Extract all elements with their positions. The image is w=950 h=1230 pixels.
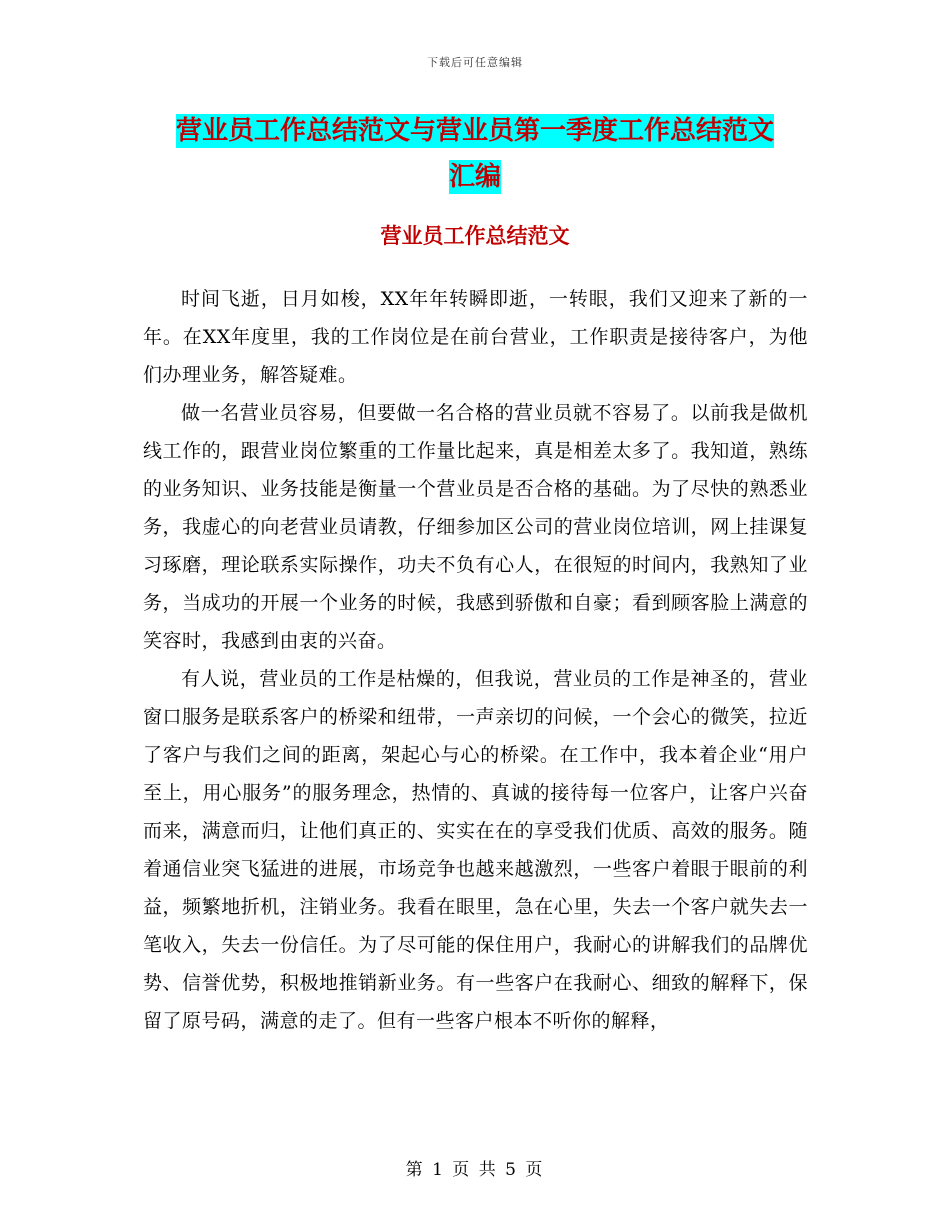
document-title-line-1: 营业员工作总结范文与营业员第一季度工作总结范文 (175, 116, 774, 146)
paragraph: 有人说，营业员的工作是枯燥的，但我说，营业员的工作是神圣的，营业窗口服务是联系客户的桥梁和纽带，一声亲切的问候，一个会心的微笑，拉近了客户与我们之间的距离，架起心与心的桥梁。在工作中，我本着企业“用户至上，用心服务”的服务理念，热情的、真诚的接待每一位客户，让客户兴奋而来，满意而归，让他们真正的、实实在在的享受我们优质、高效的服务。随着通信业突飞猛进的进展，市场竞争也越来越激烈，一些客户着眼于眼前的利益，频繁地折机，注销业务。我看在眼里，急在心里，失去一个客户就失去一笔收入，失去一份信任。为了尽可能的保住用户，我耐心的讲解我们的品牌优势、信誉优势，积极地推销新业务。有一些客户在我耐心、细致的解释下，保留了原号码，满意的走了。但有一些客户根本不听你的解释， (143, 668, 808, 1032)
paragraph: 时间飞逝，日月如梭，XX年年转瞬即逝，一转眼，我们又迎来了新的一年。在XX年度里，我的工作岗位是在前台营业，工作职责是接待客户，为他们办理业务，解答疑难。 (143, 288, 808, 386)
header-note: 下载后可任意编辑 (427, 56, 523, 69)
section-title: 营业员工作总结范文 (380, 223, 570, 248)
document-title (140, 108, 810, 200)
body-text (143, 280, 808, 1040)
paragraph: 做一名营业员容易，但要做一名合格的营业员就不容易了。以前我是做机线工作的，跟营业岗位繁重的工作量比起来，真是相差太多了。我知道，熟练的业务知识、业务技能是衡量一个营业员是否合格的基础。为了尽快的熟悉业务，我虚心的向老营业员请教，仔细参加区公司的营业岗位培训，网上挂课复习琢磨，理论联系实际操作，功夫不负有心人，在很短的时间内，我熟知了业务，当成功的开展一个业务的时候，我感到骄傲和自豪；看到顾客脸上满意的笑容时，我感到由衷的兴奋。 (143, 402, 808, 652)
document-title-line-2: 汇编 (448, 162, 501, 192)
page-footer: 第 1 页 共 5 页 (405, 1160, 545, 1180)
